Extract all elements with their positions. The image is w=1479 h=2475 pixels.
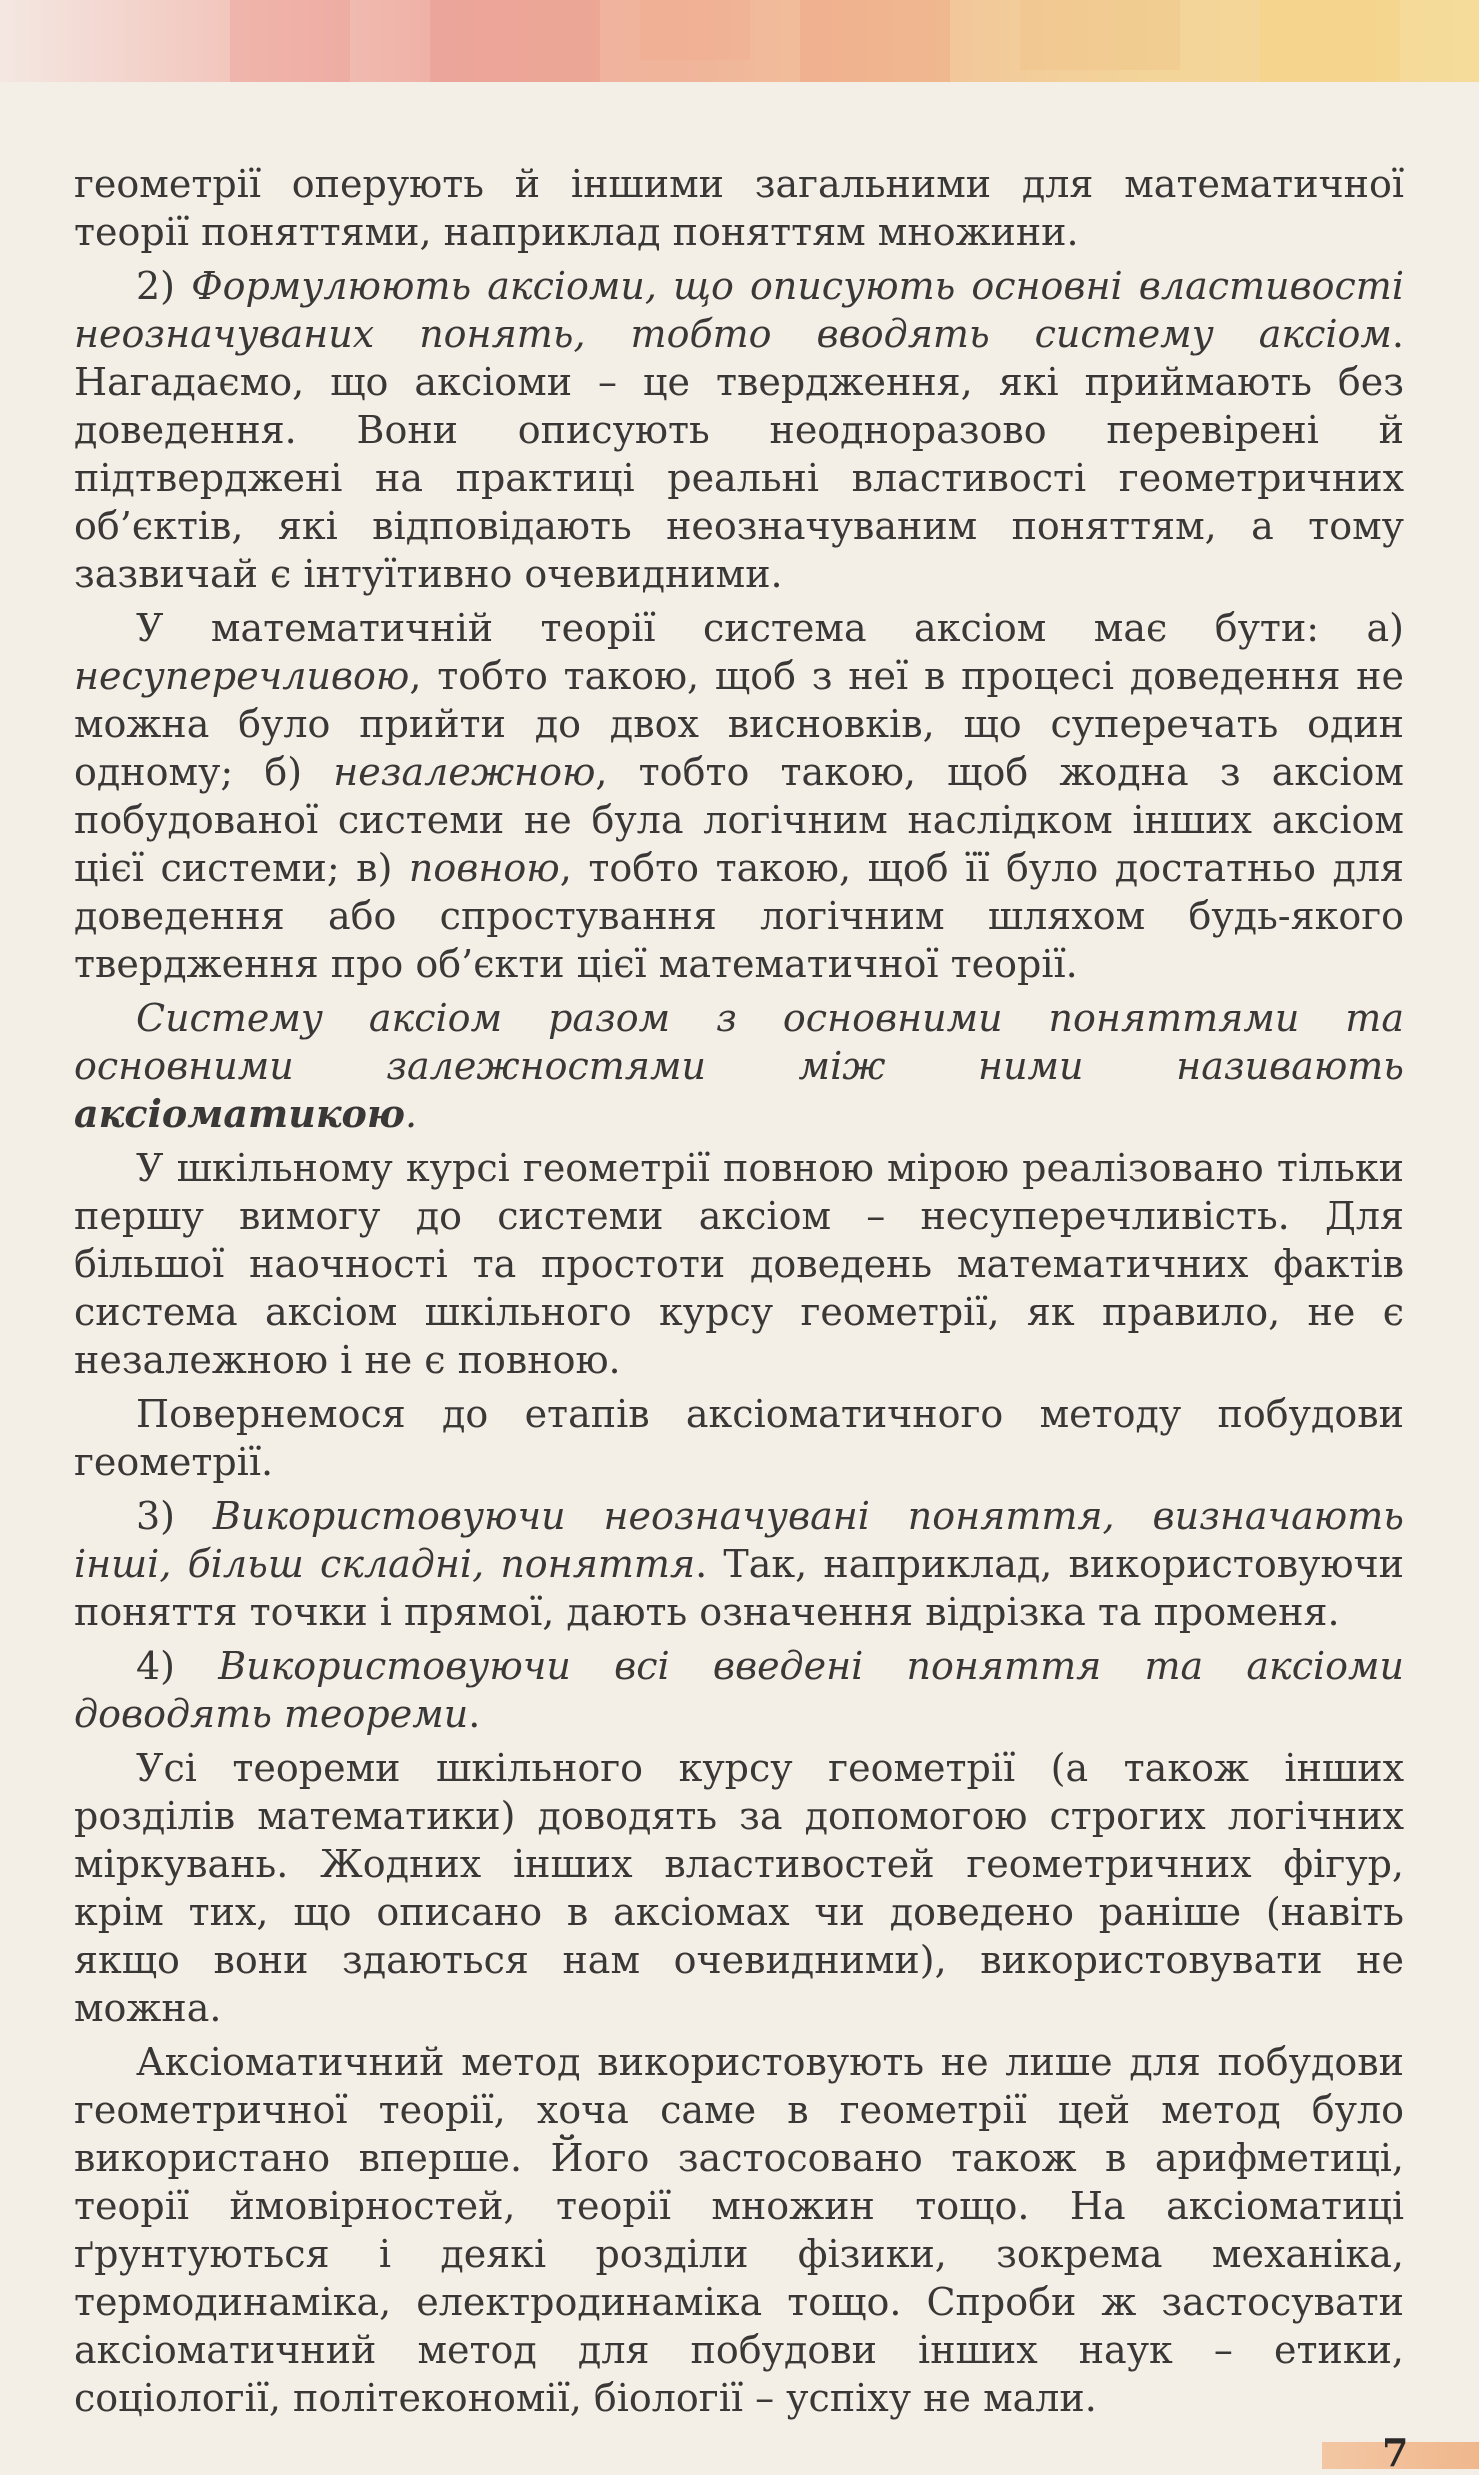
- header-band-block: [1020, 0, 1180, 70]
- text-run: 4): [136, 1644, 219, 1688]
- body-text-column: [74, 160, 1404, 2428]
- paragraph-p8: [74, 1642, 1404, 1738]
- text-run: повною: [408, 846, 560, 890]
- text-run: Використовуючи неозначувані поняття, визначають інші, більш складні, поняття: [74, 1494, 1404, 1586]
- paragraph-p10: [74, 2038, 1404, 2422]
- text-run: Повернемося до етапів аксіоматичного методу побудови геометрії.: [74, 1392, 1404, 1484]
- text-run: .: [404, 1092, 418, 1136]
- paragraph-p1: [74, 160, 1404, 256]
- text-run: , тобто такою, щоб жодна з аксіом побудованої системи не була логічним наслідком інших аксіом цієї системи; в): [74, 750, 1404, 890]
- text-run: Систему аксіом разом з основними поняттями та основними залежностями між ними називають: [74, 996, 1404, 1088]
- text-run: незалежною: [333, 750, 596, 794]
- text-run: Аксіоматичний метод використовують не лише для побудови геометричної теорії, хоча саме в геометрії цей метод було використано вперше. Його застосовано також в арифметиці, теорії ймовірностей, теорії множин тощо. На аксіоматиці ґрунтуються і деякі розділи фізики, зокрема механіка, термодинаміка, електродинаміка тощо. Спроби ж застосувати аксіоматичний метод для побудови інших наук – етики, соціології, політекономії, біології – успіху не мали.: [74, 2040, 1404, 2420]
- text-run: несуперечливою: [74, 654, 410, 698]
- paragraph-p5: [74, 1144, 1404, 1384]
- text-run: У математичній теорії система аксіом має бути: а): [136, 606, 1404, 650]
- header-band-block: [430, 0, 600, 82]
- text-run: .: [468, 1692, 481, 1736]
- text-run: 2): [136, 264, 192, 308]
- paragraph-p3: [74, 604, 1404, 988]
- text-run: аксіоматикою: [74, 1091, 405, 1136]
- text-run: , тобто такою, щоб з неї в процесі доведення не можна було прийти до двох висновків, що суперечать один одному; б): [74, 654, 1404, 794]
- paragraph-p9: [74, 1744, 1404, 2032]
- text-run: Використовуючи всі введені поняття та аксіоми доводять теореми: [74, 1644, 1404, 1736]
- paragraph-p2: [74, 262, 1404, 598]
- paragraph-p6: [74, 1390, 1404, 1486]
- decorative-header-band: [0, 0, 1479, 82]
- text-run: . Нагадаємо, що аксіоми – це твердження, які приймають без доведення. Вони описують неодноразово перевірені й підтверджені на практиці реальні властивості геометричних об’єктів, які відповідають неозначуваним поняттям, а тому зазвичай є інтуїтивно очевидними.: [74, 312, 1404, 596]
- text-run: Формулюють аксіоми, що описують основні властивості неозначуваних понять, тобто вводять систему аксіом: [74, 264, 1404, 356]
- text-run: геометрії оперують й іншими загальними для математичної теорії поняттями, наприклад поняттям множини.: [74, 162, 1404, 254]
- paragraph-p7: [74, 1492, 1404, 1636]
- header-band-block: [800, 0, 950, 82]
- text-run: 3): [136, 1494, 213, 1538]
- header-band-block: [230, 0, 350, 82]
- text-run: . Так, наприклад, використовуючи поняття точки і прямої, дають означення відрізка та променя.: [74, 1542, 1404, 1634]
- text-run: , тобто такою, щоб її було достатньо для доведення або спростування логічним шляхом будь-якого твердження про об’єкти цієї математичної теорії.: [74, 846, 1404, 986]
- header-band-block: [1260, 0, 1400, 82]
- text-run: Усі теореми шкільного курсу геометрії (а також інших розділів математики) доводять за допомогою строгих логічних міркувань. Жодних інших властивостей геометричних фігур, крім тих, що описано в аксіомах чи доведено раніше (навіть якщо вони здаються нам очевидними), використовувати не можна.: [74, 1746, 1404, 2030]
- page-number: 7: [1382, 2430, 1409, 2475]
- paragraph-p4: [74, 994, 1404, 1138]
- text-run: У шкільному курсі геометрії повною мірою реалізовано тільки першу вимогу до системи аксіом – несуперечливість. Для більшої наочності та простоти доведень математичних фактів система аксіом шкільного курсу геометрії, як правило, не є незалежною і не є повною.: [74, 1146, 1404, 1382]
- header-band-block: [640, 0, 750, 60]
